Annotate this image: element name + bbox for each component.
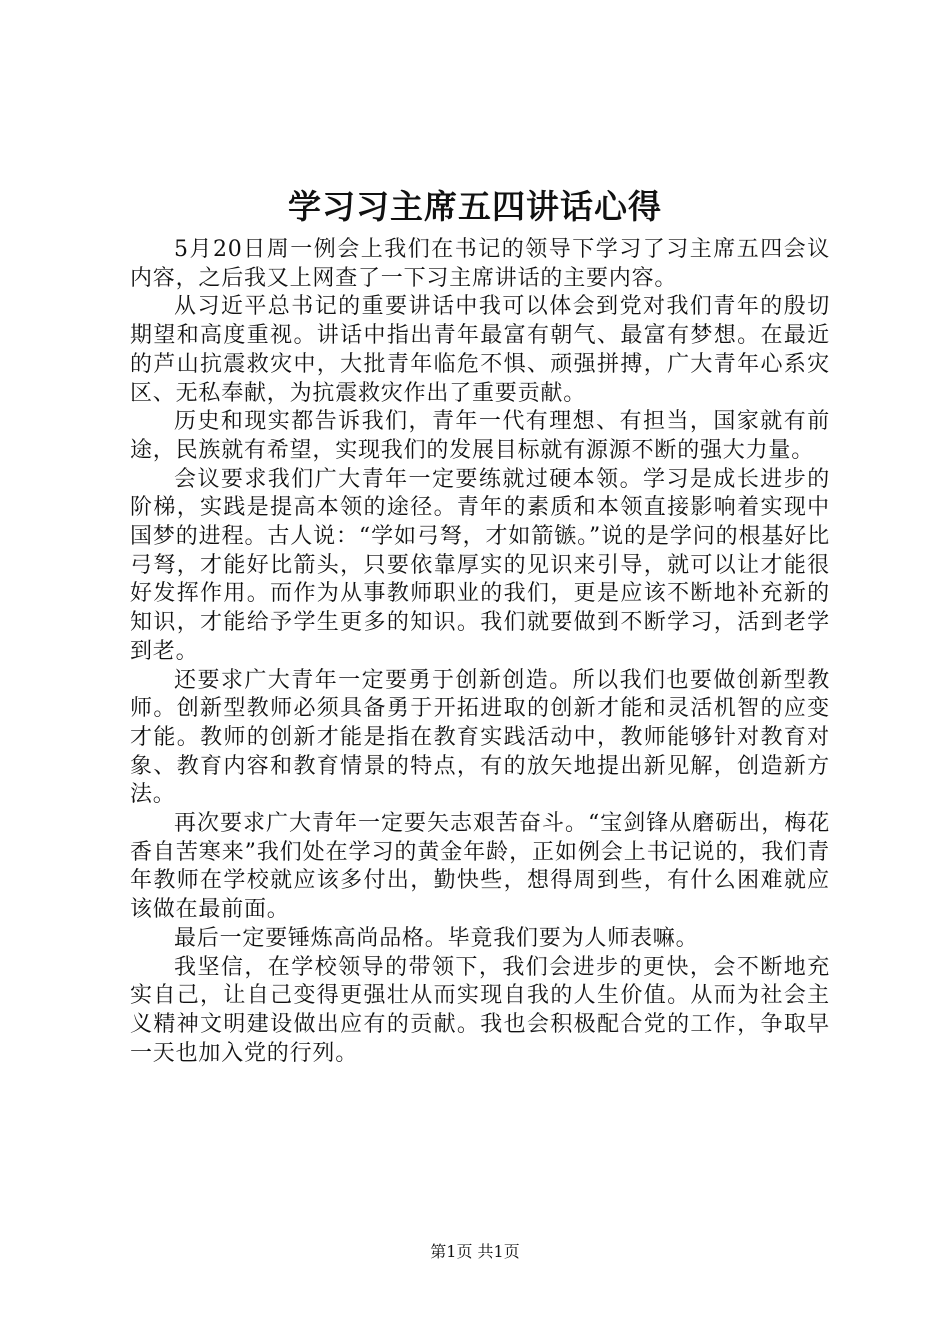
- document-title: 学习习主席五四讲话心得: [288, 187, 662, 226]
- paragraph-7: 最后一定要锤炼高尚品格。毕竟我们要为人师表嘛。: [174, 925, 699, 951]
- paragraph-1: 5月20日周一例会上我们在书记的领导下学习了习主席五四会议内容，之后我又上网查了一下习主席讲话的主要内容。: [130, 237, 830, 291]
- paragraph-3: 历史和现实都告诉我们，青年一代有理想、有担当，国家就有前途，民族就有希望，实现我们的发展目标就有源源不断的强大力量。: [130, 409, 830, 463]
- paragraph-8: 我坚信，在学校领导的带领下，我们会进步的更快，会不断地充实自己，让自己变得更强壮从而实现自我的人生价值。从而为社会主义精神文明建设做出应有的贡献。我也会积极配合党的工作，争取早一天也加入党的行列。: [130, 954, 830, 1066]
- paragraph-2: 从习近平总书记的重要讲话中我可以体会到党对我们青年的殷切期望和高度重视。讲话中指出青年最富有朝气、最富有梦想。在最近的芦山抗震救灾中，大批青年临危不惧、顽强拼搏，广大青年心系灾区、无私奉献，为抗震救灾作出了重要贡献。: [130, 294, 830, 406]
- document-body: [130, 236, 830, 1068]
- page-footer: 第1页 共1页: [430, 1242, 520, 1261]
- paragraph-6: 再次要求广大青年一定要矢志艰苦奋斗。“宝剑锋从磨砺出，梅花香自苦寒来”我们处在学习的黄金年龄，正如例会上书记说的，我们青年教师在学校就应该多付出，勤快些，想得周到些，有什么困难就应该做在最前面。: [130, 811, 830, 923]
- paragraph-5: 还要求广大青年一定要勇于创新创造。所以我们也要做创新型教师。创新型教师必须具备勇于开拓进取的创新才能和灵活机智的应变才能。教师的创新才能是指在教育实践活动中，教师能够针对教育对象、教育内容和教育情景的特点，有的放矢地提出新见解，创造新方法。: [130, 667, 830, 808]
- paragraph-4: 会议要求我们广大青年一定要练就过硬本领。学习是成长进步的阶梯，实践是提高本领的途径。青年的素质和本领直接影响着实现中国梦的进程。古人说：“学如弓弩，才如箭镞。”说的是学问的根基好比弓弩，才能好比箭头，只要依靠厚实的见识来引导，就可以让才能很好发挥作用。而作为从事教师职业的我们，更是应该不断地补充新的知识，才能给予学生更多的知识。我们就要做到不断学习，活到老学到老。: [130, 466, 830, 664]
